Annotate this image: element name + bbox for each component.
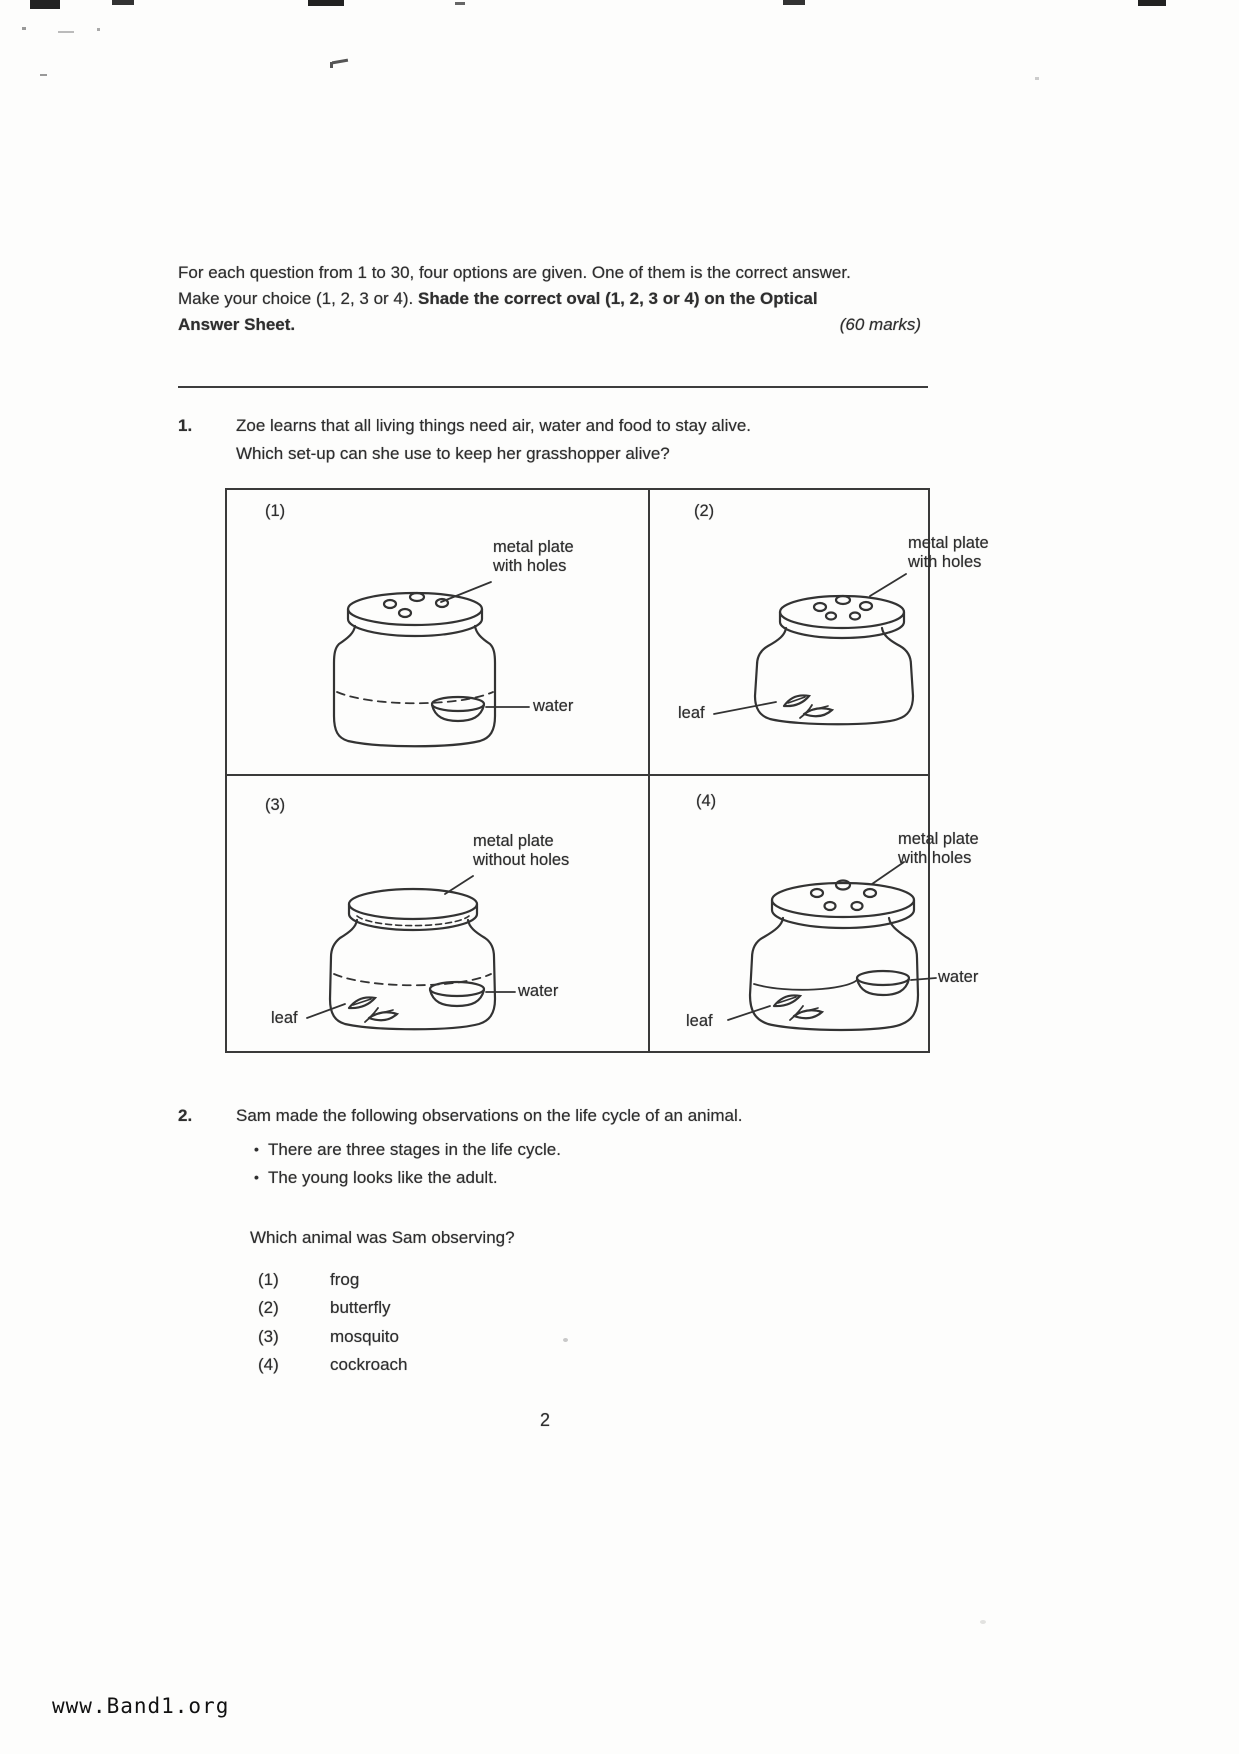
option-3-cell (227, 776, 648, 1055)
scan-artifact (112, 0, 134, 5)
scan-artifact (1138, 0, 1166, 6)
instructions-text: For each question from 1 to 30, four options are given. One of them is the correct answer. (178, 263, 851, 282)
scan-artifact (783, 0, 805, 5)
choice-2-label: butterfly (330, 1298, 391, 1317)
watermark-site-url: www.Band1.org (52, 1694, 230, 1718)
choice-1-number: (1) (258, 1270, 279, 1289)
plate-label (473, 832, 569, 870)
jar-diagram-with-holes-leaf (650, 490, 932, 774)
option-1-cell (227, 490, 648, 774)
instructions-line-1 (178, 260, 923, 286)
plate-label-line2: with holes (908, 553, 982, 571)
instructions-text-bold: Answer Sheet. (178, 315, 296, 334)
plate-label-line2: with holes (493, 557, 567, 575)
instructions-block (178, 260, 923, 338)
plate-label (898, 830, 979, 868)
bullet-text: The young looks like the adult. (268, 1168, 498, 1187)
option-1-marker: (1) (265, 502, 286, 520)
question-2-prompt: Which animal was Sam observing? (250, 1228, 515, 1247)
scan-speck (97, 28, 100, 31)
scan-artifact (308, 0, 344, 6)
water-label: water (518, 982, 559, 1000)
water-label: water (533, 697, 574, 715)
option-2-cell (650, 490, 989, 774)
instructions-line-3 (178, 312, 923, 338)
plate-label-line2: with holes (898, 849, 972, 867)
question-2-number: 2. (178, 1106, 193, 1125)
scan-speck (1035, 77, 1039, 80)
plate-label (493, 538, 574, 576)
plate-label-line1: metal plate (473, 832, 554, 850)
observation-bullet-1 (254, 1140, 561, 1160)
plate-label-line2: without holes (473, 851, 570, 869)
question-1-text-line-1: Zoe learns that all living things need air, water and food to stay alive. (236, 416, 752, 435)
scan-speck (563, 1338, 568, 1342)
option-4-cell (650, 776, 979, 1055)
bullet-dot: • (254, 1169, 259, 1185)
option-3-marker: (3) (265, 796, 286, 814)
observation-bullet-2 (254, 1168, 498, 1188)
page-number: 2 (540, 1410, 551, 1430)
leaf-label: leaf (271, 1009, 298, 1027)
instructions-line-2 (178, 286, 923, 312)
question-1-text-line-2: Which set-up can she use to keep her grasshopper alive? (236, 444, 670, 463)
water-label: water (938, 968, 979, 986)
option-2-marker: (2) (694, 502, 715, 520)
instructions-text-bold: Shade the correct oval (1, 2, 3 or 4) on the Optical (418, 289, 818, 308)
plate-label-line1: metal plate (898, 830, 979, 848)
scan-speck (40, 74, 47, 76)
choice-4-label: cockroach (330, 1355, 408, 1374)
jar-diagram-with-holes-water (227, 490, 648, 774)
question-2-intro: Sam made the following observations on the life cycle of an animal. (236, 1106, 743, 1125)
scan-speck (58, 31, 74, 33)
instructions-text: Make your choice (1, 2, 3 or 4). (178, 289, 418, 308)
bullet-text: There are three stages in the life cycle. (268, 1140, 561, 1159)
choice-4-number: (4) (258, 1355, 279, 1374)
leaf-label: leaf (686, 1012, 713, 1030)
choice-3-label: mosquito (330, 1327, 399, 1346)
scan-artifact (455, 2, 465, 5)
scan-speck (22, 27, 26, 30)
choice-2-number: (2) (258, 1298, 279, 1317)
marks-total: (60 marks) (839, 315, 921, 334)
question-1-options-grid (225, 488, 989, 1053)
plate-label-line1: metal plate (493, 538, 574, 556)
plate-label (908, 534, 989, 572)
leaf-label: leaf (678, 704, 705, 722)
scan-artifact (30, 0, 60, 9)
pen-mark (332, 59, 348, 64)
option-4-marker: (4) (696, 792, 717, 810)
section-divider (178, 386, 928, 388)
plate-label-line1: metal plate (908, 534, 989, 552)
bullet-dot: • (254, 1141, 259, 1157)
scan-speck (980, 1620, 986, 1624)
choice-1-label: frog (330, 1270, 360, 1289)
choice-3-number: (3) (258, 1327, 279, 1346)
question-1-number: 1. (178, 416, 193, 435)
pen-mark (330, 62, 333, 68)
